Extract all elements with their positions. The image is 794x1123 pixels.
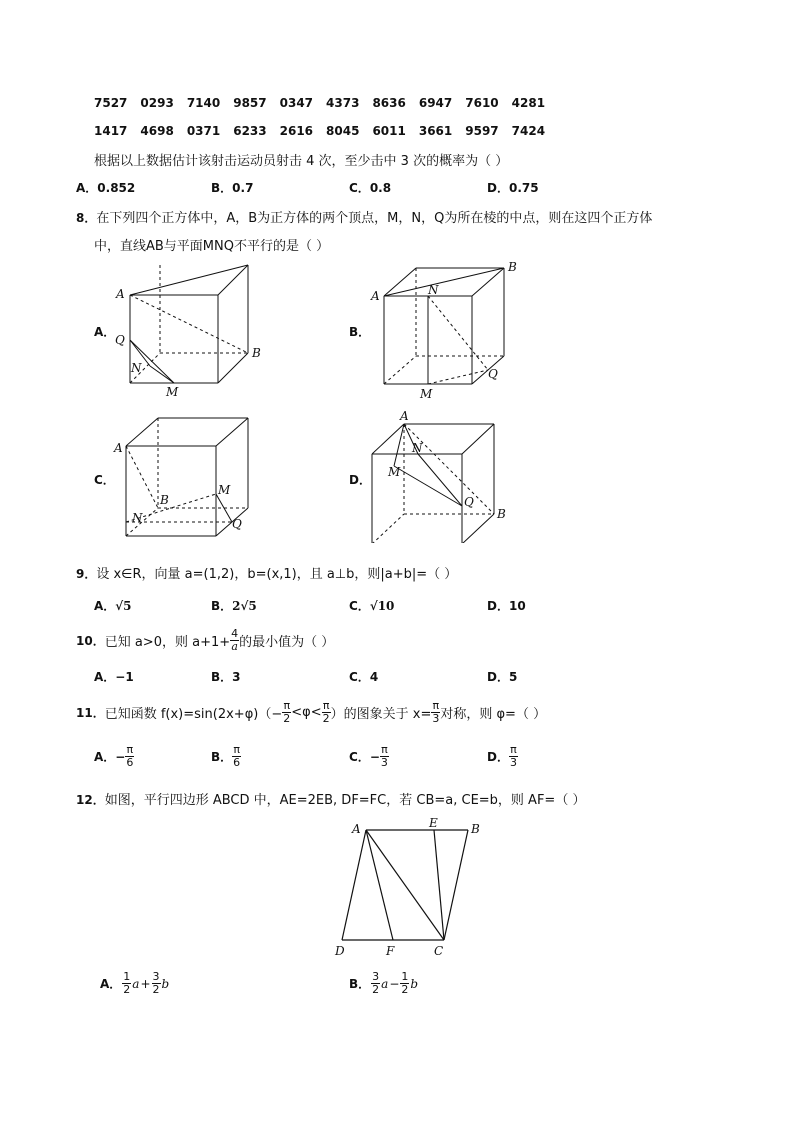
- cube-c-vertex-m: M: [218, 483, 231, 497]
- cube-b-vertex-n: N: [428, 283, 439, 297]
- q12-option-a: A． $\frac{1}{2}$ a + $\frac{3}{2}$ b: [100, 970, 170, 996]
- cube-c-vertex-n: N: [132, 511, 143, 525]
- cube-b-vertex-b: B: [508, 260, 517, 274]
- q10-option-d: D．5: [487, 670, 518, 684]
- q8-stem-line1: 8．在下列四个正方体中，A，B为正方体的两个顶点，M，N，Q为所在棱的中点，则在这四个正方体: [76, 211, 653, 226]
- cube-a-vertex-m: M: [166, 385, 179, 398]
- q9-option-b: B．2√5: [211, 599, 257, 613]
- q9-stem: 9．设 x∈R，向量 a=(1,2)，b=(x,1)，且 a⊥b，则|a+b|=（ ）: [76, 567, 458, 582]
- q9-option-c: C．√10: [349, 599, 395, 613]
- cube-c-vertex-b: B: [160, 493, 169, 507]
- q10-option-b: B．3: [211, 670, 241, 684]
- q9-option-a: A．√5: [94, 599, 132, 613]
- q8-stem-line2: 中，直线AB与平面MNQ不平行的是（ ）: [94, 239, 330, 254]
- random-table-row-2: 1417 4698 0371 6233 2616 8045 6011 3661 9597 7424: [94, 124, 546, 138]
- q7-stem: 根据以上数据估计该射击运动员射击 4 次，至少击中 3 次的概率为（ ）: [94, 154, 509, 169]
- cube-d-vertex-q: Q: [464, 495, 474, 509]
- parallelogram-vertex-f: F: [386, 944, 395, 958]
- q10-stem: 10． 已知 a>0，则 a+1+ $\frac{4}{a}$ 的最小值为（ ）: [76, 627, 335, 653]
- q10-fraction: $\frac{4}{a}$: [231, 627, 239, 653]
- q11-option-b: B． $\frac{\pi}{6}$: [211, 743, 241, 769]
- q7-option-c: C．0.8: [349, 181, 392, 195]
- q8-option-c-label: C．: [94, 473, 115, 487]
- q7-option-a: A．0.852: [76, 181, 136, 195]
- cube-figure-d: [366, 408, 526, 543]
- parallelogram-vertex-e: E: [429, 816, 438, 830]
- cube-a-vertex-q: Q: [115, 333, 125, 347]
- cube-a-vertex-b: B: [252, 346, 261, 360]
- cube-b-vertex-m: M: [420, 387, 433, 401]
- parallelogram-vertex-a: A: [352, 822, 361, 836]
- cube-d-vertex-a: A: [400, 409, 409, 423]
- cube-d-vertex-b: B: [497, 507, 506, 521]
- q10-option-c: C．4: [349, 670, 379, 684]
- q8-option-a-label: A．: [94, 325, 116, 339]
- q9-option-d: D．10: [487, 599, 526, 613]
- cube-a-vertex-a: A: [116, 287, 125, 301]
- parallelogram-figure: [330, 814, 490, 964]
- parallelogram-vertex-b: B: [471, 822, 480, 836]
- parallelogram-vertex-d: D: [335, 944, 345, 958]
- cube-figure-b: [368, 256, 528, 401]
- q8-option-b-label: B．: [349, 325, 371, 339]
- parallelogram-vertex-c: C: [434, 944, 444, 958]
- q10-option-a: A．−1: [94, 670, 134, 684]
- q12-option-b: B． $\frac{3}{2}$ a − $\frac{1}{2}$ b: [349, 970, 419, 996]
- q11-stem: 11． 已知函数 f(x)=sin(2x+φ)（− $\frac{\pi}{2}$ <φ< $\frac{\pi}{2}$ ）的图象关于 x= $\frac{\pi}{3}$ 对称，则 φ=（ ）: [76, 699, 547, 725]
- cube-a-vertex-n: N: [131, 361, 142, 375]
- cube-c-vertex-q: Q: [232, 517, 242, 531]
- cube-d-vertex-m: M: [388, 465, 401, 479]
- cube-figure-c: [108, 412, 268, 542]
- cube-c-vertex-a: A: [114, 441, 123, 455]
- cube-d-vertex-n: N: [412, 441, 423, 455]
- random-table-row-1: 7527 0293 7140 9857 0347 4373 8636 6947 7610 4281: [94, 96, 546, 110]
- q7-option-d: D．0.75: [487, 181, 539, 195]
- q8-option-d-label: D．: [349, 473, 371, 487]
- q12-stem: 12．如图，平行四边形 ABCD 中，AE=2EB, DF=FC，若 CB=a, CE=b，则 AF=（ ）: [76, 793, 586, 808]
- cube-figure-a: [108, 258, 268, 398]
- q7-option-b: B．0.7: [211, 181, 254, 195]
- q11-option-d: D． $\frac{\pi}{3}$: [487, 743, 517, 769]
- cube-b-vertex-a: A: [371, 289, 380, 303]
- cube-b-vertex-q: Q: [488, 367, 498, 381]
- q11-option-c: C． − $\frac{\pi}{3}$: [349, 743, 388, 769]
- q11-option-a: A． − $\frac{\pi}{6}$: [94, 743, 134, 769]
